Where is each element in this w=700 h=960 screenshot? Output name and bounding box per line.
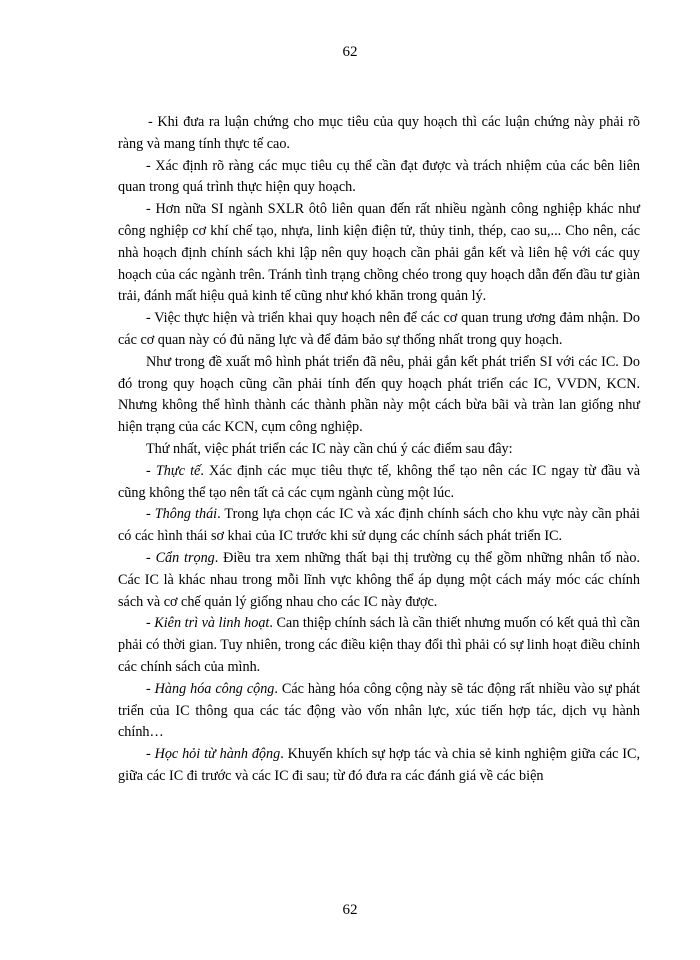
paragraph-12: [118, 744, 640, 788]
paragraph-5: Như trong đề xuất mô hình phát triển đã nêu, phải gắn kết phát triển SI với các IC. Do đó trong quy hoạch cũng cần phải tính đến quy hoạch phát triển các IC, VVDN, KCN. Nhưng không thể hình thành các thành phần này một cách bừa bãi và tràn lan giống như hiện trạng của các KCN, cụm công nghiệp.: [118, 353, 640, 436]
paragraph-10: [118, 613, 640, 678]
term-label: Thực tế: [155, 462, 201, 479]
paragraph-4: - Việc thực hiện và triển khai quy hoạch nên để các cơ quan trung ương đảm nhận. Do các cơ quan này có đủ năng lực và để đảm bảo sự thống nhất trong quy hoạch.: [118, 310, 640, 348]
bullet-prefix: -: [146, 615, 155, 632]
paragraph-text: . Điều tra xem những thất bại thị trường cụ thể gồm những nhân tố nào. Các IC là khác nhau trong mỗi lĩnh vực không thể áp dụng một cách máy móc các chính sách và cơ chế quản lý giống nhau cho các IC này được.: [118, 549, 640, 610]
page-number-bottom: 62: [342, 902, 358, 918]
bullet-prefix: -: [146, 462, 156, 479]
paragraph-1: - Khi đưa ra luận chứng cho mục tiêu của quy hoạch thì các luận chứng này phải rõ ràng và mang tính thực tế cao.: [118, 114, 640, 152]
paragraph-6: Thứ nhất, việc phát triển các IC này cần chú ý các điểm sau đây:: [146, 440, 513, 457]
term-label: Hàng hóa công cộng: [154, 680, 275, 697]
paragraph-3: - Hơn nữa SI ngành SXLR ôtô liên quan đến rất nhiều ngành công nghiệp khác như công nghiệp cơ khí chế tạo, nhựa, linh kiện điện tử, thủy tinh, thép, cao su,... Cho nên, các nhà hoạch định chính sách khi lập nên quy hoạch cần phải gắn kết và liên hệ với các quy hoạch của các ngành trên. Tránh tình trạng chồng chéo trong quy hoạch dẫn đến đầu tư giàn trải, đánh mất hiệu quả kinh tế cũng như khó khăn trong quản lý.: [118, 201, 640, 305]
term-label: Kiên trì và linh hoạt: [154, 615, 270, 632]
paragraph-text: . Các hàng hóa công cộng này sẽ tác động rất nhiều vào sự phát triển của IC thông qua các tác động vào vốn nhân lực, xúc tiến hợp tác, dịch vụ hành chính…: [118, 680, 640, 741]
paragraph-text: . Trong lựa chọn các IC và xác định chính sách cho khu vực này cần phải có các hình thái sơ khai của IC trước khi sử dụng các chính sách phát triển IC.: [118, 506, 640, 545]
paragraph-2: - Xác định rõ ràng các mục tiêu cụ thể cần đạt được và trách nhiệm của các bên liên quan trong quá trình thực hiện quy hoạch.: [118, 157, 640, 196]
term-label: Học hỏi từ hành động: [154, 746, 281, 763]
paragraph-text: . Can thiệp chính sách là cần thiết nhưng muốn có kết quả thì cần phải có thời gian. Tuy nhiên, trong các điều kiện thay đổi thì phải có sự linh hoạt điều chỉnh các chính sách của mình.: [118, 615, 640, 675]
paragraph-text: . Khuyến khích sự hợp tác và chia sẻ kinh nghiệm giữa các IC, giữa các IC đi trước và các IC đi sau; từ đó đưa ra các đánh giá về các biện: [118, 746, 641, 784]
paragraph-text: . Xác định các mục tiêu thực tế, không thể tạo nên các IC ngay từ đầu và cũng không thể tạo nên tất cả các cụm ngành cùng một lúc.: [118, 462, 641, 501]
paragraph-8: [118, 504, 640, 548]
bullet-prefix: -: [146, 746, 155, 763]
bullet-prefix: -: [146, 506, 155, 523]
bullet-prefix: -: [146, 680, 155, 697]
document-body: [118, 112, 640, 788]
paragraph-11: [118, 679, 640, 744]
page-number-top: 62: [342, 44, 358, 60]
bullet-prefix: -: [146, 549, 156, 566]
term-label: Cẩn trọng: [155, 549, 215, 566]
term-label: Thông thái: [154, 506, 218, 523]
paragraph-9: [118, 548, 640, 613]
paragraph-7: [118, 461, 640, 505]
